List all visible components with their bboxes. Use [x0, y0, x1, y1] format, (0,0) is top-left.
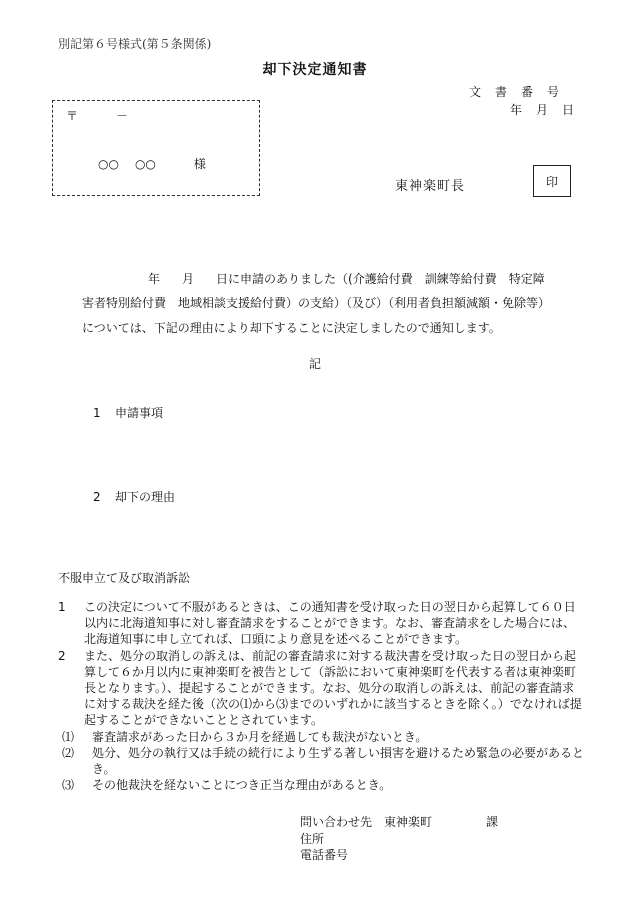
- contact-label: 問い合わせ先: [300, 815, 373, 829]
- document-number-label: [469, 83, 559, 100]
- note-mark: 1: [58, 600, 66, 614]
- doc-number-char: 番: [521, 85, 534, 99]
- contact-section: 課: [486, 815, 499, 829]
- item-rejection-reason: [93, 488, 175, 505]
- seal-box: [533, 165, 571, 197]
- item-application: [93, 404, 163, 421]
- appeal-heading: 不服申立て及び取消訴訟: [58, 571, 191, 585]
- appeal-note: [58, 648, 586, 729]
- postal-mark: 〒: [66, 109, 79, 123]
- subnote-text: その他裁決を経ないことにつき正当な理由があるとき。: [92, 778, 392, 793]
- subnote-mark: ⑴: [62, 729, 75, 744]
- item-label: 却下の理由: [115, 490, 176, 504]
- appeal-subnote: [58, 729, 586, 745]
- ki-heading: 記: [308, 357, 321, 371]
- appeal-notes: [58, 599, 586, 793]
- postal-dash: －: [116, 109, 129, 123]
- subnote-text: 審査請求があった日から３か月を経過しても裁決がないとき。: [92, 729, 428, 744]
- form-number: 別記第６号様式(第５条関係): [58, 37, 212, 51]
- recipient-name: [98, 155, 206, 172]
- recipient-honorific: 様: [193, 157, 206, 171]
- subnote-mark: ⑵: [62, 745, 75, 760]
- contact-block: [300, 814, 498, 864]
- item-label: 申請事項: [115, 406, 164, 420]
- note-text: この決定について不服があるときは、この通知書を受け取った日の翌日から起算して６０日以内に北海道知事に対し審査請求をすることができます。なお、審査請求をした場合には、北海道知事に申し立てれば、口頭により意見を述べることができます。: [84, 600, 576, 647]
- recipient-surname: ○○: [98, 157, 119, 171]
- doc-number-char: 書: [495, 85, 508, 99]
- contact-phone-label: 電話番号: [300, 848, 349, 862]
- item-number: 1: [93, 406, 101, 420]
- appeal-subnote: [58, 777, 586, 793]
- subnote-mark: ⑶: [62, 778, 75, 793]
- body-month: 月: [182, 272, 195, 286]
- date-month: 月: [536, 103, 549, 117]
- subnote-text: 処分、処分の執行又は手続の続行により生ずる著しい損害を避けるため緊急の必要があるとき。: [92, 745, 585, 777]
- note-text: また、処分の取消しの訴えは、前記の審査請求に対する裁決書を受け取った日の翌日から起算して６か月以内に東神楽町を被告として（訴訟において東神楽町を代表する者は東神楽町長となります。）、提起することができます。なお、処分の取消しの訴えは、前記の審査請求に対する裁決を経た後（次の⑴から⑶までのいずれかに該当するときを除く。）でなければ提起することができないこととされています。: [84, 648, 582, 728]
- body-year: 年: [148, 272, 161, 286]
- body-line-2: 害者特別給付費 地域相談支援給付費）の支給）（及び）（利用者負担額減額・免除等）: [82, 296, 551, 310]
- body-line-1: [148, 270, 545, 287]
- contact-row: [300, 814, 498, 831]
- doc-number-char: 文: [469, 85, 482, 99]
- contact-address-label: 住所: [300, 831, 325, 846]
- recipient-given-name: ○○: [134, 157, 156, 171]
- date-day: 日: [562, 103, 575, 117]
- item-number: 2: [93, 490, 101, 504]
- document-title: 却下決定通知書: [262, 62, 368, 78]
- note-mark: 2: [58, 648, 66, 663]
- appeal-note: [58, 599, 586, 648]
- body-line-1-text: 日に申請のありました（(介護給付費 訓練等給付費 特定障: [216, 272, 545, 286]
- document-date-label: [510, 101, 574, 118]
- address-box: [52, 100, 260, 196]
- issuer-name: 東神楽町長: [395, 179, 466, 194]
- date-year: 年: [510, 103, 523, 117]
- contact-town: 東神楽町: [384, 815, 433, 829]
- appeal-subnote: [58, 745, 586, 777]
- doc-number-char: 号: [547, 85, 560, 99]
- seal-label: 印: [545, 174, 558, 189]
- body-line-3: については、下記の理由により却下することに決定しましたので通知します。: [82, 321, 501, 335]
